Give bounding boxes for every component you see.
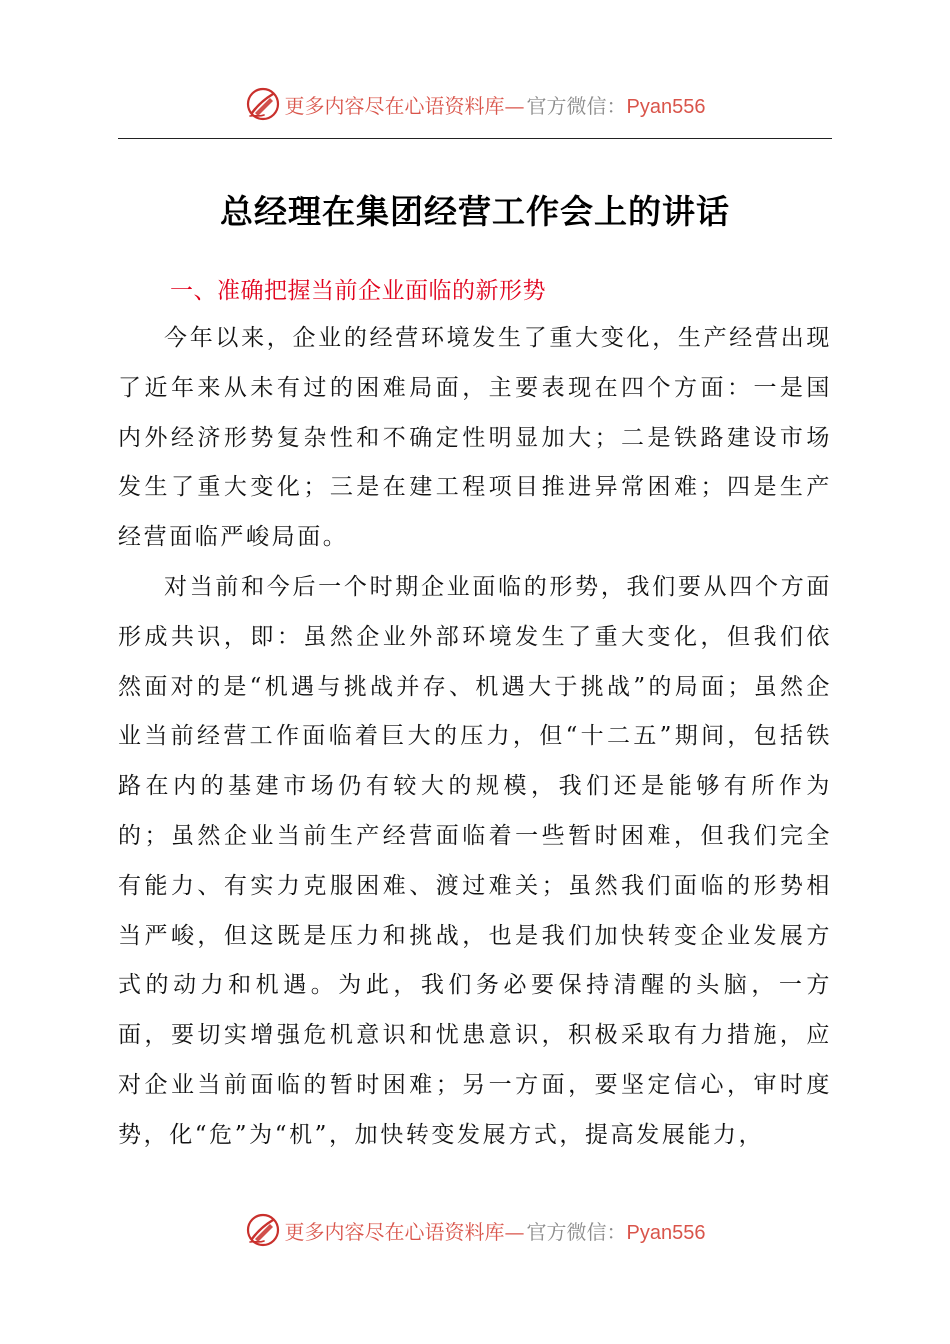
watermark-text [285,1216,706,1245]
footer-watermark [0,1208,950,1252]
watermark-main-text: 更多内容尽在心语资料库— [284,93,525,118]
section-heading: 一、准确把握当前企业面临的新形势 [170,278,546,304]
document-body [118,314,832,1161]
watermark-main-text: 更多内容尽在心语资料库— [284,1219,525,1244]
watermark-wechat-label: 官方微信： [526,1219,627,1244]
watermark-wechat-id: Pyan556 [626,95,706,118]
document-title: 总经理在集团经营工作会上的讲话 [220,192,730,231]
pen-logo-icon [245,1212,281,1248]
watermark-wechat-id: Pyan556 [626,1221,706,1244]
watermark-text [285,90,706,119]
header-divider [118,138,832,139]
paragraph-1: 今年以来，企业的经营环境发生了重大变化，生产经营出现了近年来从未有过的困难局面，主要表现在四个方面：一是国内外经济形势复杂性和不确定性明显加大；二是铁路建设市场发生了重大变化；三是在建工程项目推进异常困难；四是生产经营面临严峻局面。 [118,325,832,551]
pen-logo-icon [245,86,281,122]
header-watermark [0,82,950,126]
paragraph-2: 对当前和今后一个时期企业面临的形势，我们要从四个方面形成共识，即：虽然企业外部环境发生了重大变化，但我们依然面对的是“机遇与挑战并存、机遇大于挑战”的局面；虽然企业当前经营工作面临着巨大的压力，但“十二五”期间，包括铁路在内的基建市场仍有较大的规模，我们还是能够有所作为的；虽然企业当前生产经营面临着一些暂时困难，但我们完全有能力、有实力克服困难、渡过难关；虽然我们面临的形势相当严峻，但这既是压力和挑战，也是我们加快转变企业发展方式的动力和机遇。为此，我们务必要保持清醒的头脑，一方面，要切实增强危机意识和忧患意识，积极采取有力措施，应对企业当前面临的暂时困难；另一方面，要坚定信心，审时度势，化“危”为“机”，加快转变发展方式，提高发展能力， [118,573,832,1148]
watermark-wechat-label: 官方微信： [526,93,627,118]
